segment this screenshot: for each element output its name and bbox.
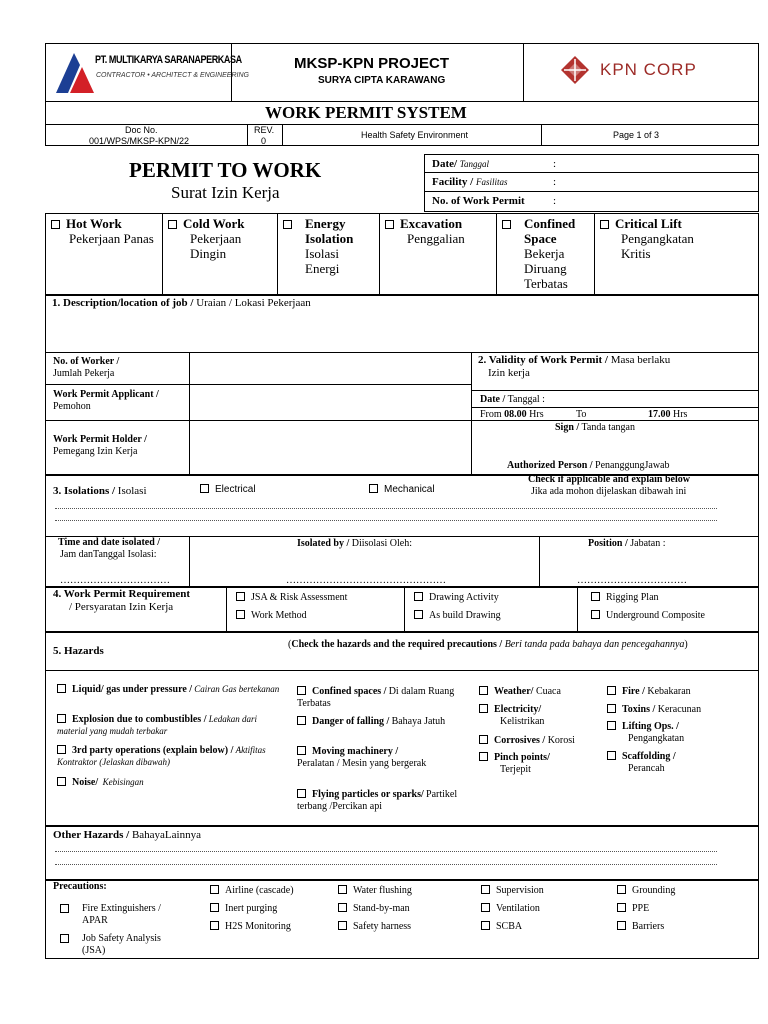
company-name: PT. MULTIKARYA SARANAPERKASA xyxy=(95,54,242,66)
hazards-label: 5. Hazards xyxy=(53,645,104,657)
hazards-note: (Check the hazards and the required precautions / Beri tanda pada bahaya dan pencegahannya) xyxy=(288,639,688,650)
precaution-safety-harness-checkbox[interactable] xyxy=(338,921,347,930)
validity-to-time: 17.00 Hrs xyxy=(648,409,688,420)
validity-to-label: To xyxy=(576,409,587,420)
check-note-id: Jika ada mohon dijelaskan dibawah ini xyxy=(531,486,687,497)
precaution-airline-checkbox[interactable] xyxy=(210,885,219,894)
precaution-stand-by-man[interactable]: Stand-by-man xyxy=(338,903,410,915)
hazard-explosion[interactable]: Explosion due to combustibles / Ledakan dari material yang mudah terbakar xyxy=(57,714,257,736)
validity-date-label: Date / xyxy=(480,394,506,405)
work-type-excavation[interactable]: Excavation Penggalian xyxy=(385,217,493,247)
authorized-person-label: Authorized Person / PenanggungJawab xyxy=(507,460,670,471)
req-drawing-activity[interactable]: Drawing Activity xyxy=(414,592,499,604)
hazard-confined-spaces-checkbox[interactable] xyxy=(297,686,306,695)
hazard-noise-checkbox[interactable] xyxy=(57,777,66,786)
req-jsa[interactable]: JSA & Risk Assessment xyxy=(236,592,347,604)
isolation-explanation-field[interactable] xyxy=(55,500,717,526)
electrical-option[interactable]: Electrical xyxy=(200,484,256,496)
rev-value: 0 xyxy=(261,136,267,146)
doc-no-label: Doc No. xyxy=(125,125,158,135)
date-label: Date/ xyxy=(432,158,458,170)
precaution-supervision[interactable]: Supervision xyxy=(481,885,544,897)
position-field[interactable]: …………………………… xyxy=(577,575,687,586)
isolations-label: 3. Isolations / Isolasi xyxy=(53,485,147,497)
check-note: Check if applicable and explain below xyxy=(528,474,690,485)
hazard-moving-machinery-checkbox[interactable] xyxy=(297,746,306,755)
precaution-scba[interactable]: SCBA xyxy=(481,921,522,933)
sign-label: Sign / Tanda tangan xyxy=(555,422,635,433)
applicant-field[interactable] xyxy=(192,387,468,417)
isolated-by-field[interactable]: ………………………………………… xyxy=(286,575,446,586)
hazard-falling-checkbox[interactable] xyxy=(297,716,306,725)
req-as-build[interactable]: As build Drawing xyxy=(414,610,501,622)
project-title: MKSP-KPN PROJECT xyxy=(294,55,450,72)
permit-no-label: No. of Work Permit xyxy=(432,195,525,207)
holder-field[interactable] xyxy=(192,423,468,472)
permit-subtitle: Surat Izin Kerja xyxy=(171,183,280,202)
precaution-water-flushing-checkbox[interactable] xyxy=(338,885,347,894)
mechanical-checkbox[interactable] xyxy=(369,484,378,493)
date-label-id: Tanggal xyxy=(459,159,489,169)
hazard-pinch-points-checkbox[interactable] xyxy=(479,752,488,761)
sign-field[interactable] xyxy=(480,435,750,457)
precaution-inert-purging[interactable]: Inert purging xyxy=(210,903,277,915)
description-field[interactable] xyxy=(48,312,754,350)
company-tagline: CONTRACTOR • ARCHITECT & ENGINEERING xyxy=(96,72,249,79)
time-isolated-field[interactable]: …………………………… xyxy=(60,575,170,586)
hazard-pinch-points[interactable]: Pinch points/ Terjepit xyxy=(479,752,597,775)
hazard-electricity[interactable]: Electricity/ Kelistrikan xyxy=(479,704,597,727)
system-title: WORK PERMIT SYSTEM xyxy=(265,103,467,122)
precaution-ppe[interactable]: PPE xyxy=(617,903,649,915)
confined-space-checkbox[interactable] xyxy=(502,220,511,229)
other-hazards-label: Other Hazards / BahayaLainnya xyxy=(53,829,201,841)
mechanical-option[interactable]: Mechanical xyxy=(369,484,435,496)
applicant-label: Work Permit Applicant / Pemohon xyxy=(53,389,159,412)
hazard-explosion-checkbox[interactable] xyxy=(57,714,66,723)
hazard-fire[interactable]: Fire / Kebakaran xyxy=(607,686,752,698)
facility-label: Facility / xyxy=(432,176,474,188)
work-type-confined-space[interactable]: Confined Space Bekerja Diruang Terbatas xyxy=(502,217,592,292)
critical-lift-checkbox[interactable] xyxy=(600,220,609,229)
precaution-grounding[interactable]: Grounding xyxy=(617,885,675,897)
kpn-logo-icon xyxy=(560,55,590,85)
hazard-3rd-party[interactable]: 3rd party operations (explain below) / Aktifitas Kontraktor (Jelaskan dibawah) xyxy=(57,745,266,767)
hazard-flying-particles[interactable]: Flying particles or sparks/ Partikel terbang /Percikan api xyxy=(297,789,458,812)
facility-label-id: Fasilitas xyxy=(476,177,508,187)
precaution-h2s[interactable]: H2S Monitoring xyxy=(210,921,291,933)
precaution-barriers-checkbox[interactable] xyxy=(617,921,626,930)
precaution-scba-checkbox[interactable] xyxy=(481,921,490,930)
hazard-corrosives[interactable]: Corrosives / Korosi xyxy=(479,735,597,747)
requirements-label: 4. Work Permit Requirement / Persyaratan Izin Kerja xyxy=(53,588,191,613)
company-logo-icon xyxy=(54,49,100,95)
hazard-toxins-checkbox[interactable] xyxy=(607,704,616,713)
position-label: Position / Jabatan : xyxy=(588,538,666,549)
no-of-worker-field[interactable] xyxy=(192,355,468,382)
no-of-worker-label: No. of Worker / Jumlah Pekerja xyxy=(53,356,120,379)
hazard-electricity-checkbox[interactable] xyxy=(479,704,488,713)
precautions-label: Precautions: xyxy=(53,881,107,892)
precaution-jsa[interactable]: Job Safety Analysis (JSA) xyxy=(60,933,180,956)
page-indicator: Page 1 of 3 xyxy=(613,130,660,140)
project-subtitle: SURYA CIPTA KARAWANG xyxy=(318,75,446,86)
precaution-jsa-checkbox[interactable] xyxy=(60,934,69,943)
facility-value[interactable]: : xyxy=(553,176,557,188)
hazard-scaffolding-checkbox[interactable] xyxy=(607,751,616,760)
precaution-h2s-checkbox[interactable] xyxy=(210,921,219,930)
req-underground[interactable]: Underground Composite xyxy=(591,610,705,622)
precaution-water-flushing[interactable]: Water flushing xyxy=(338,885,412,897)
date-value[interactable]: : xyxy=(553,158,557,170)
req-rigging-plan-checkbox[interactable] xyxy=(591,592,600,601)
hot-work-checkbox[interactable] xyxy=(51,220,60,229)
validity-date-id[interactable]: Tanggal : xyxy=(507,394,545,405)
hazard-falling[interactable]: Danger of falling / Bahaya Jatuh xyxy=(297,716,462,728)
hazard-3rd-party-checkbox[interactable] xyxy=(57,745,66,754)
doc-no-value: 001/WPS/MKSP-KPN/22 xyxy=(89,136,190,146)
holder-label: Work Permit Holder / Pemegang Izin Kerja xyxy=(53,434,147,457)
work-type-cold-work[interactable]: Cold Work Pekerjaan Dingin xyxy=(168,217,273,262)
description-label-id: Uraian / Lokasi Pekerjaan xyxy=(196,297,311,309)
rev-label: REV. xyxy=(254,125,275,135)
electrical-checkbox[interactable] xyxy=(200,484,209,493)
hazard-lifting[interactable]: Lifting Ops. / Pengangkatan xyxy=(607,721,752,744)
description-label: 1. Description/location of job / xyxy=(52,297,194,309)
hazard-noise[interactable]: Noise/ Kebisingan xyxy=(57,777,287,789)
precaution-ppe-checkbox[interactable] xyxy=(617,903,626,912)
cold-work-checkbox[interactable] xyxy=(168,220,177,229)
excavation-checkbox[interactable] xyxy=(385,220,394,229)
hazard-fire-checkbox[interactable] xyxy=(607,686,616,695)
work-type-energy-isolation[interactable]: Energy Isolation Isolasi Energi xyxy=(283,217,375,277)
precaution-fire-extinguishers[interactable]: Fire Extinguishers / APAR xyxy=(60,903,180,926)
precaution-grounding-checkbox[interactable] xyxy=(617,885,626,894)
precaution-ventilation[interactable]: Ventilation xyxy=(481,903,540,915)
validity-label: 2. Validity of Work Permit / Masa berlaku Izin kerja xyxy=(478,354,671,379)
req-jsa-checkbox[interactable] xyxy=(236,592,245,601)
hazard-confined-spaces[interactable]: Confined spaces / Di dalam Ruang Terbatas xyxy=(297,686,455,709)
work-type-critical-lift[interactable]: Critical Lift Pengangkatan Kritis xyxy=(600,217,756,262)
hazard-moving-machinery[interactable]: Moving machinery / Peralatan / Mesin yang bergerak xyxy=(297,746,427,769)
precaution-safety-harness[interactable]: Safety harness xyxy=(338,921,411,933)
work-type-hot-work[interactable]: Hot Work Pekerjaan Panas xyxy=(51,217,159,247)
permit-title: PERMIT TO WORK xyxy=(129,158,322,182)
precaution-ventilation-checkbox[interactable] xyxy=(481,903,490,912)
isolated-by-label: Isolated by / Diisolasi Oleh: xyxy=(297,538,413,549)
hazard-weather-checkbox[interactable] xyxy=(479,686,488,695)
req-rigging-plan[interactable]: Rigging Plan xyxy=(591,592,659,604)
precaution-fire-extinguishers-checkbox[interactable] xyxy=(60,904,69,913)
precaution-supervision-checkbox[interactable] xyxy=(481,885,490,894)
client-logo-text: KPN CORP xyxy=(600,60,697,79)
hazard-toxins[interactable]: Toxins / Keracunan xyxy=(607,704,752,716)
hazard-lifting-checkbox[interactable] xyxy=(607,721,616,730)
hazard-liquid-gas[interactable]: Liquid/ gas under pressure / Cairan Gas bertekanan xyxy=(57,684,287,696)
energy-isolation-checkbox[interactable] xyxy=(283,220,292,229)
req-work-method[interactable]: Work Method xyxy=(236,610,307,622)
time-isolated-label: Time and date isolated / Jam danTanggal Isolasi: xyxy=(58,537,161,560)
hazard-flying-particles-checkbox[interactable] xyxy=(297,789,306,798)
department: Health Safety Environment xyxy=(361,130,469,140)
permit-no-value[interactable]: : xyxy=(553,195,557,207)
hazard-corrosives-checkbox[interactable] xyxy=(479,735,488,744)
precaution-stand-by-man-checkbox[interactable] xyxy=(338,903,347,912)
req-drawing-activity-checkbox[interactable] xyxy=(414,592,423,601)
req-underground-checkbox[interactable] xyxy=(591,610,600,619)
precaution-airline[interactable]: Airline (cascade) xyxy=(210,885,294,897)
hazard-liquid-gas-checkbox[interactable] xyxy=(57,684,66,693)
other-hazards-field[interactable] xyxy=(55,843,717,869)
precaution-inert-purging-checkbox[interactable] xyxy=(210,903,219,912)
precaution-barriers[interactable]: Barriers xyxy=(617,921,664,933)
req-work-method-checkbox[interactable] xyxy=(236,610,245,619)
hazard-weather[interactable]: Weather/ Cuaca xyxy=(479,686,597,698)
validity-time: From 08.00 Hrs xyxy=(480,409,544,420)
req-as-build-checkbox[interactable] xyxy=(414,610,423,619)
hazard-scaffolding[interactable]: Scaffolding / Perancah xyxy=(607,751,752,774)
